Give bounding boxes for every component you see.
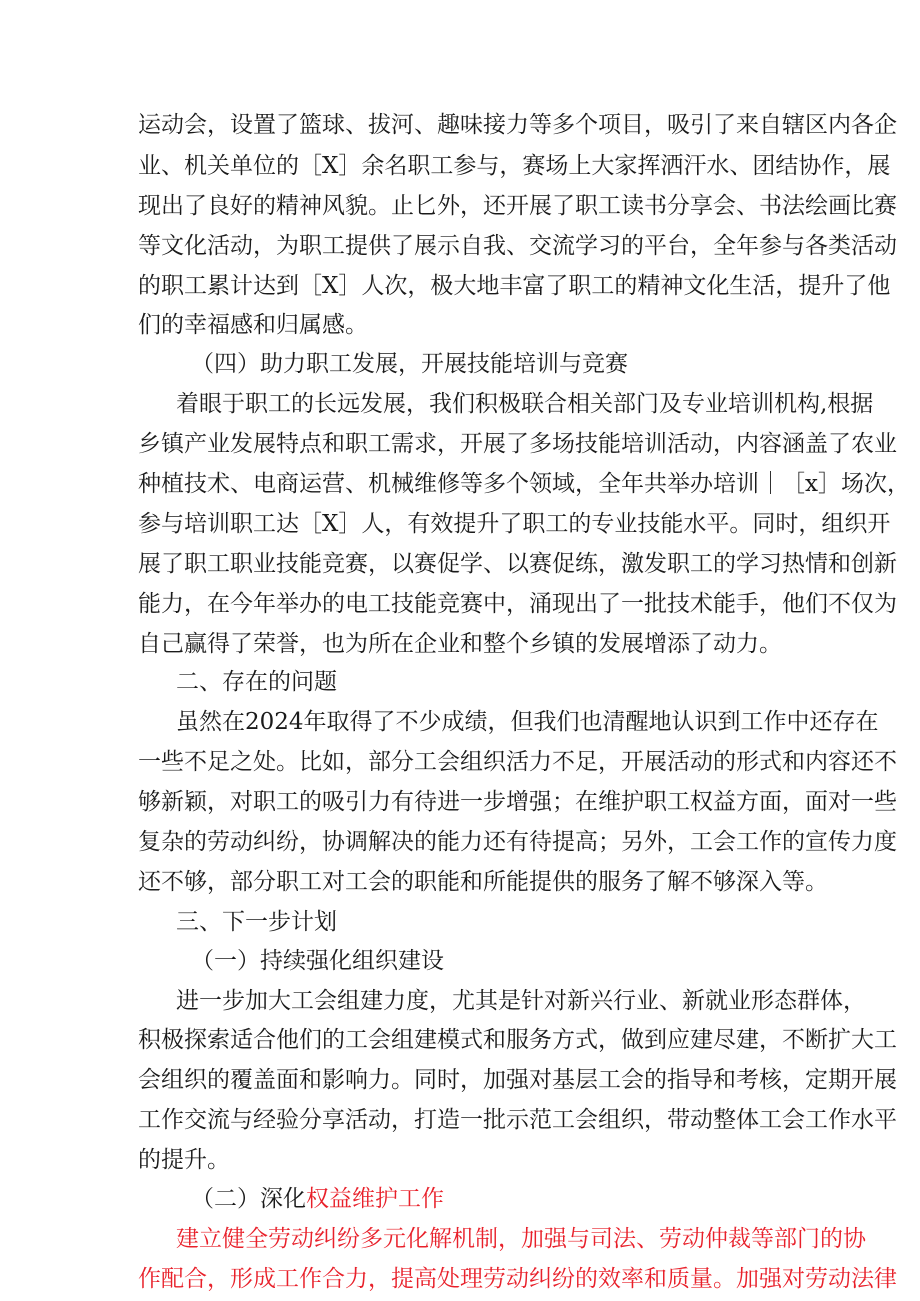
paragraph-line: 参与培训职工达［X］人，有效提升了职工的专业技能水平。同时，组织开 [138, 510, 891, 537]
paragraph-line: 能力，在今年举办的电工技能竞赛中，涌现出了一批技术能手，他们不仅为 [138, 590, 897, 617]
paragraph-line: 工作交流与经验分享活动，打造一批示范工会组织，带动整体工会工作水平 [138, 1107, 897, 1134]
heading-prefix: （二）深化 [191, 1186, 306, 1213]
paragraph-line: 的职工累计达到［X］人次，极大地丰富了职工的精神文化生活，提升了他 [138, 272, 891, 299]
section-heading: 二、存在的问题 [176, 669, 337, 696]
paragraph-line: 会组织的覆盖面和影响力。同时，加强对基层工会的指导和考核，定期开展 [138, 1067, 897, 1094]
section-heading [191, 1184, 444, 1214]
paragraph-line: 们的幸福感和归属感。 [138, 312, 368, 339]
section-heading: （一）持续强化组织建设 [191, 947, 444, 974]
paragraph-line: 着眼于职工的长远发展，我们积极联合相关部门及专业培训机构,根据 [176, 391, 874, 418]
paragraph-line: 运动会，设置了篮球、拔河、趣味接力等多个项目，吸引了来自辖区内各企 [138, 112, 897, 138]
paragraph-line: 够新颖，对职工的吸引力有待进一步增强；在维护职工权益方面，面对一些 [138, 789, 897, 816]
section-heading: （四）助力职工发展，开展技能培训与竞赛 [191, 351, 628, 378]
highlighted-paragraph-line: 作配合，形成工作合力，提高处理劳动纠纷的效率和质量。加强对劳动法律 [138, 1265, 897, 1292]
highlighted-paragraph-line: 建立健全劳动纠纷多元化解机制，加强与司法、劳动仲裁等部门的协 [176, 1225, 866, 1252]
heading-highlight: 权益维护工作 [306, 1186, 444, 1213]
paragraph-line: 自己赢得了荣誉，也为所在企业和整个乡镇的发展增添了动力。 [138, 630, 782, 657]
paragraph-line: 等文化活动，为职工提供了展示自我、交流学习的平台，全年参与各类活动 [138, 232, 897, 259]
section-heading: 三、下一步计划 [176, 908, 337, 935]
paragraph-line: 种植技术、电商运营、机械维修等多个领域，全年共举办培训｜［x］场次， [138, 470, 910, 497]
paragraph-line: 乡镇产业发展特点和职工需求，开展了多场技能培训活动，内容涵盖了农业 [138, 431, 897, 458]
paragraph-line: 积极探索适合他们的工会组建模式和服务方式，做到应建尽建，不断扩大工 [138, 1027, 897, 1054]
paragraph-line: 展了职工职业技能竞赛，以赛促学、以赛促练，激发职工的学习热情和创新 [138, 550, 897, 577]
paragraph-line: 复杂的劳动纠纷，协调解决的能力还有待提高；另外，工会工作的宣传力度 [138, 828, 897, 855]
paragraph-line: 虽然在2024年取得了不少成绩，但我们也清醒地认识到工作中还存在 [176, 709, 879, 736]
paragraph-line: 进一步加大工会组建力度，尤其是针对新兴行业、新就业形态群体， [176, 987, 866, 1014]
paragraph-line: 还不够，部分职工对工会的职能和所能提供的服务了解不够深入等。 [138, 868, 828, 895]
paragraph-line: 现出了良好的精神风貌。止匕外，还开展了职工读书分享会、书法绘画比赛 [138, 192, 897, 219]
paragraph-line: 业、机关单位的［X］余名职工参与，赛场上大家挥洒汗水、团结协作，展 [138, 152, 891, 179]
paragraph-line: 一些不足之处。比如，部分工会组织活力不足，开展活动的形式和内容还不 [138, 749, 897, 776]
paragraph-line: 的提升。 [138, 1147, 230, 1174]
